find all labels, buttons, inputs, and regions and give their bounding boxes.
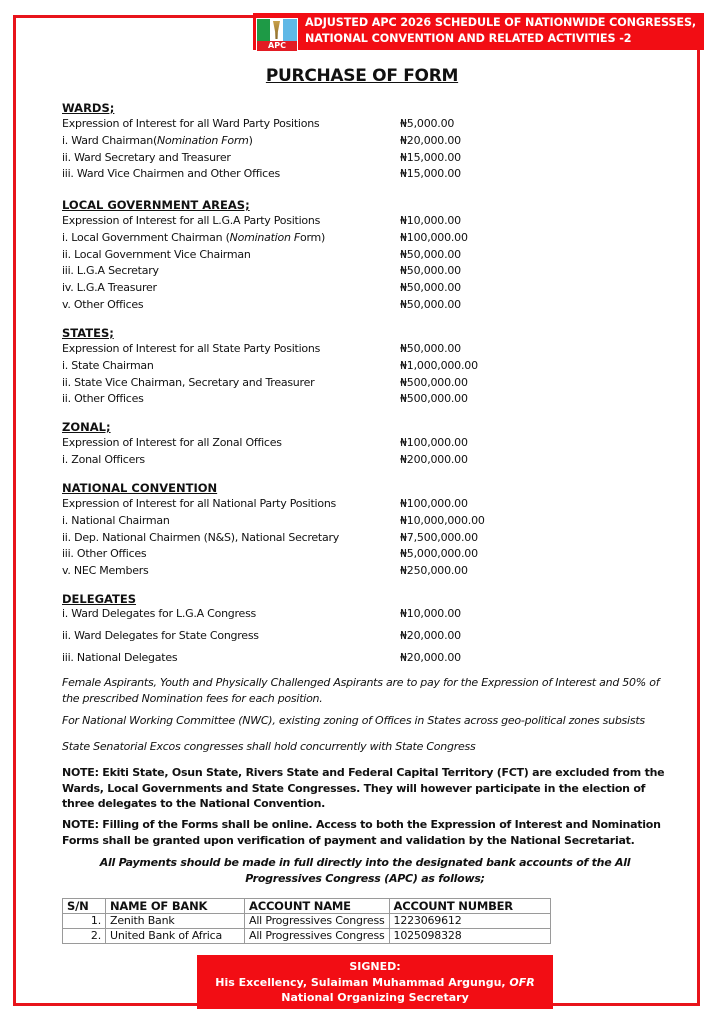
fee-label: Expression of Interest for all L.G.A Party Positions <box>62 214 321 227</box>
section-zonal <box>62 419 622 469</box>
fee-amount: ₦10,000.00 <box>400 607 461 620</box>
fee-row <box>62 563 622 580</box>
fee-label: Expression of Interest for all Zonal Offices <box>62 436 282 449</box>
column-header-account-name: ACCOUNT NAME <box>245 899 390 914</box>
section-heading: LOCAL GOVERNMENT AREAS; <box>62 198 250 212</box>
fee-amount: ₦500,000.00 <box>400 392 468 406</box>
fee-label: ii. Ward Secretary and Treasurer <box>62 150 231 164</box>
fee-amount: ₦5,000,000.00 <box>400 547 478 561</box>
fee-label-text: orm) <box>300 230 326 244</box>
section-local-government-areas <box>62 197 622 314</box>
fee-row <box>62 625 622 647</box>
cell-bank: United Bank of Africa <box>106 929 245 944</box>
cell-account-name: All Progressives Congress <box>245 914 390 929</box>
fee-label <box>62 133 253 150</box>
note-female-youth-aspirants: Female Aspirants, Youth and Physically Challenged Aspirants are to pay for the Expression of Interest and 50% of the prescribed Nomination fees for each position. <box>62 676 660 705</box>
header-title <box>305 15 703 47</box>
fee-label: ii. Ward Delegates for State Congress <box>62 629 259 642</box>
fee-amount: ₦50,000.00 <box>400 281 461 295</box>
fee-amount: ₦7,500,000.00 <box>400 530 478 544</box>
fee-row <box>62 452 622 469</box>
fee-amount: ₦100,000.00 <box>400 230 468 244</box>
fee-label: i. National Chairman <box>62 513 170 527</box>
fee-row <box>62 496 622 513</box>
fee-label: v. Other Offices <box>62 297 144 311</box>
fee-row <box>62 546 622 563</box>
fee-label: ii. Dep. National Chairmen (N&S), National Secretary <box>62 530 340 544</box>
fee-amount: ₦500,000.00 <box>400 375 468 389</box>
fee-row <box>62 247 622 264</box>
note-excluded-states: NOTE: Ekiti State, Osun State, Rivers State and Federal Capital Territory (FCT) are excluded from the Wards, Local Governments and State Congresses. They will however participate in the election of three delegates to the National Convention. <box>62 766 665 810</box>
bank-accounts-table <box>62 898 551 944</box>
fee-label: ii. Other Offices <box>62 392 144 406</box>
note-nwc-zoning: For National Working Committee (NWC), existing zoning of Offices in States across geo-political zones subsists <box>62 714 645 727</box>
fee-amount: ₦10,000.00 <box>400 214 461 227</box>
page-title: PURCHASE OF FORM <box>265 66 459 86</box>
note-online-forms: NOTE: Filling of the Forms shall be online. Access to both the Expression of Interest and Nomination Forms shall be granted upon verification of payment and validation by the National Secretariat. <box>62 818 661 847</box>
fee-amount: ₦15,000.00 <box>400 167 461 181</box>
fee-row <box>62 358 622 375</box>
section-wards <box>62 100 622 183</box>
section-heading: NATIONAL CONVENTION <box>62 481 218 495</box>
fee-row <box>62 530 622 547</box>
fee-amount: ₦100,000.00 <box>400 497 468 510</box>
fee-row <box>62 116 622 133</box>
cell-sn: 1. <box>63 914 106 929</box>
fee-label: iii. Other Offices <box>62 547 147 561</box>
fee-amount: ₦5,000.00 <box>400 117 455 130</box>
fee-amount: ₦20,000.00 <box>400 651 461 664</box>
fee-row <box>62 166 622 183</box>
fee-label-text: i. Local Government Chairman ( <box>62 230 230 244</box>
section-heading: ZONAL; <box>62 420 111 434</box>
fee-amount: ₦15,000.00 <box>400 150 461 164</box>
fee-label-italic: Nomination Form <box>157 133 249 147</box>
fee-label-italic: Nomination F <box>229 230 300 244</box>
section-heading: STATES; <box>62 326 114 340</box>
cell-account-number: 1025098328 <box>389 929 550 944</box>
fee-label-text: i. Ward Chairman( <box>62 133 158 147</box>
fee-row <box>62 230 622 247</box>
section-states <box>62 325 622 408</box>
section-heading: DELEGATES <box>62 592 137 606</box>
fee-amount: ₦1,000,000.00 <box>400 358 478 372</box>
fee-label: ii. State Vice Chairman, Secretary and Treasurer <box>62 375 315 389</box>
logo-green-stripe <box>257 19 270 41</box>
header-line-2: NATIONAL CONVENTION AND RELATED ACTIVITIES -2 <box>305 32 632 45</box>
fee-amount: ₦10,000,000.00 <box>400 513 485 527</box>
table-row <box>63 914 551 929</box>
cell-account-name: All Progressives Congress <box>245 929 390 944</box>
fee-label-text: ) <box>248 133 253 147</box>
fee-label: iii. Ward Vice Chairmen and Other Offices <box>62 167 280 181</box>
fee-row <box>62 647 622 669</box>
fee-amount: ₦100,000.00 <box>400 436 468 449</box>
fee-label: v. NEC Members <box>62 564 149 578</box>
fee-amount: ₦50,000.00 <box>400 264 461 278</box>
fee-label: ii. Local Government Vice Chairman <box>62 247 251 261</box>
fee-row <box>62 213 622 230</box>
payments-instruction: All Payments should be made in full directly into the designated bank accounts of the All Progressives Congress (APC) as follows; <box>99 856 631 885</box>
cell-account-number: 1223069612 <box>389 914 550 929</box>
fee-row <box>62 133 622 150</box>
fee-amount: ₦50,000.00 <box>400 297 461 311</box>
signature-block <box>197 955 553 1009</box>
section-heading: WARDS; <box>62 101 115 115</box>
signatory-position: National Organizing Secretary <box>281 991 469 1004</box>
fee-label: i. State Chairman <box>62 358 154 372</box>
fee-row <box>62 341 622 358</box>
fee-label: Expression of Interest for all Ward Party Positions <box>62 117 320 130</box>
fee-amount: ₦20,000.00 <box>400 629 461 642</box>
signed-label: SIGNED: <box>349 960 401 973</box>
column-header-sn: S/N <box>63 899 106 914</box>
column-header-account-number: ACCOUNT NUMBER <box>389 899 550 914</box>
table-row <box>63 929 551 944</box>
cell-bank: Zenith Bank <box>106 914 245 929</box>
fee-row <box>62 375 622 392</box>
fee-label: Expression of Interest for all National Party Positions <box>62 497 337 510</box>
fee-label: iii. L.G.A Secretary <box>62 264 159 278</box>
section-delegates <box>62 591 622 669</box>
logo-blue-stripe <box>283 19 297 41</box>
table-header-row <box>63 899 551 914</box>
fee-amount: ₦20,000.00 <box>400 133 461 147</box>
fee-amount: ₦250,000.00 <box>400 564 468 578</box>
fee-label: iv. L.G.A Treasurer <box>62 281 157 295</box>
signatory-name-text: His Excellency, Sulaiman Muhammad Argungu, <box>215 975 510 989</box>
fee-label: iii. National Delegates <box>62 651 178 664</box>
fee-label <box>62 230 325 247</box>
signatory-honor: OFR <box>509 975 535 989</box>
apc-logo <box>256 18 298 52</box>
fee-label: i. Ward Delegates for L.G.A Congress <box>62 607 257 620</box>
note-senatorial-excos: State Senatorial Excos congresses shall hold concurrently with State Congress <box>62 740 476 753</box>
fee-row <box>62 150 622 167</box>
section-national-convention <box>62 480 622 580</box>
fee-amount: ₦50,000.00 <box>400 247 461 261</box>
fee-row <box>62 603 622 625</box>
fee-row <box>62 297 622 314</box>
fee-label: i. Zonal Officers <box>62 452 145 466</box>
fee-amount: ₦50,000.00 <box>400 342 461 355</box>
header-line-1: ADJUSTED APC 2026 SCHEDULE OF NATIONWIDE CONGRESSES, <box>305 16 697 29</box>
logo-text: APC <box>257 41 297 51</box>
column-header-bank: NAME OF BANK <box>106 899 245 914</box>
fee-row <box>62 391 622 408</box>
cell-sn: 2. <box>63 929 106 944</box>
fee-row <box>62 263 622 280</box>
fee-row <box>62 513 622 530</box>
fee-label: Expression of Interest for all State Party Positions <box>62 342 321 355</box>
signatory-name <box>197 975 553 991</box>
fee-row <box>62 280 622 297</box>
fee-row <box>62 435 622 452</box>
fee-amount: ₦200,000.00 <box>400 452 468 466</box>
